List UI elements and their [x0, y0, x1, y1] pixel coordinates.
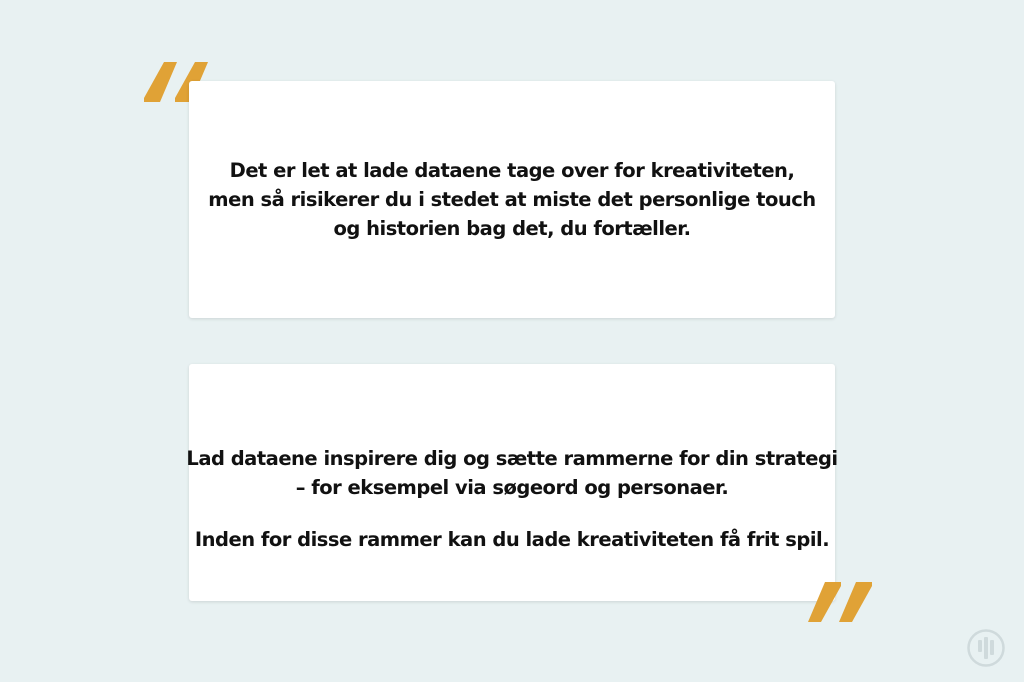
quote-closing-line: Inden for disse rammer kan du lade kreativiteten få frit spil. — [194, 527, 830, 551]
quote-line: men så risikerer du i stedet at miste det personlige touch — [208, 188, 816, 211]
quote-line: og historien bag det, du fortæller. — [333, 217, 691, 240]
close-quote-icon — [808, 582, 872, 622]
quote-line: Det er let at lade dataene tage over for kreativiteten, — [229, 159, 795, 182]
brand-logo-icon — [966, 628, 1006, 668]
quote-card-first — [189, 81, 835, 318]
quote-line: – for eksempel via søgeord og personaer. — [295, 475, 729, 499]
quote-card-second — [186, 364, 838, 601]
quote-line: Lad dataene inspirere dig og sætte rammerne for din strategi — [186, 446, 838, 470]
